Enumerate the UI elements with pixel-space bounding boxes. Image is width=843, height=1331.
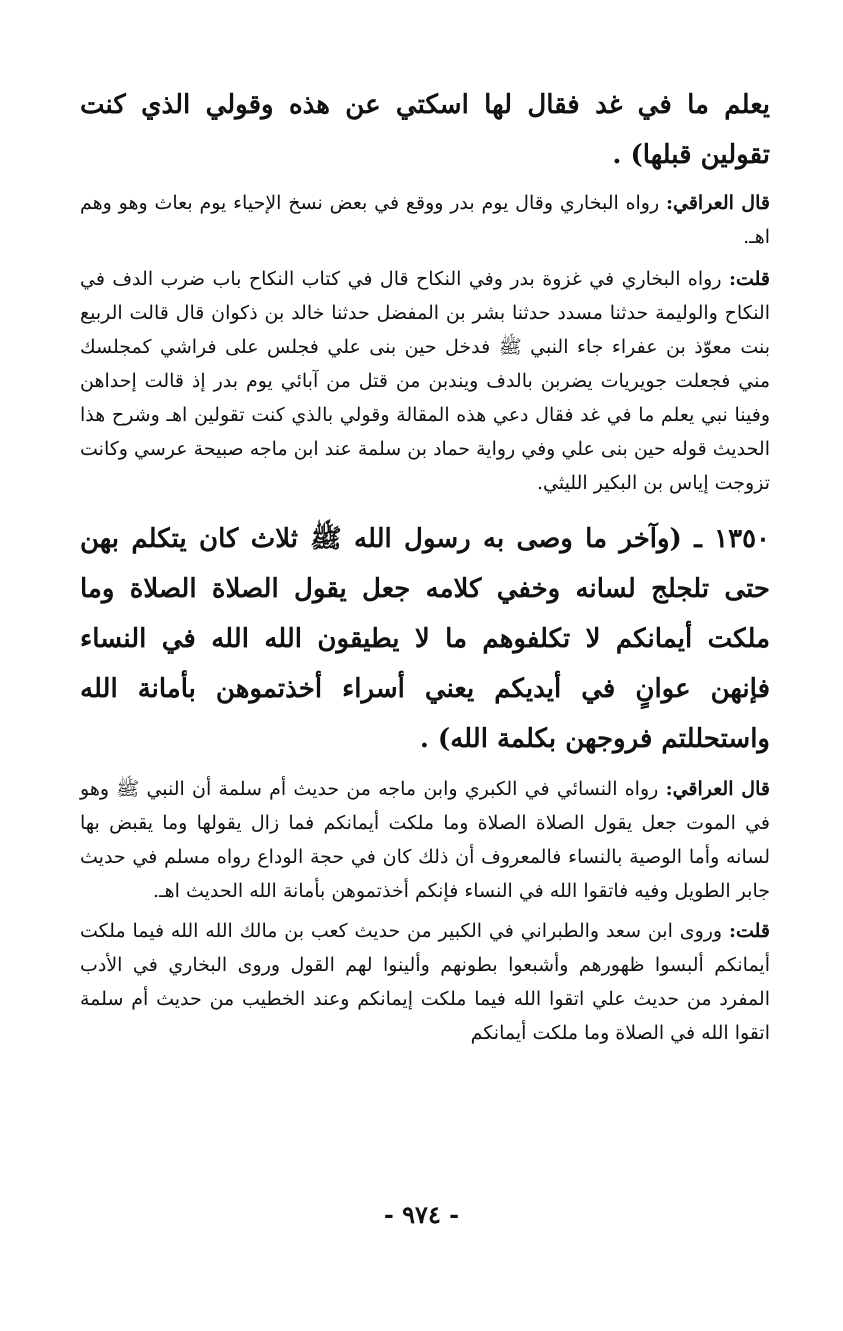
iraqi-note-2-lead: قال العراقي: [665, 778, 770, 800]
hadith-1350 [80, 514, 770, 764]
iraqi-note-2-text: رواه النسائي في الكبري وابن ماجه من حديث أم سلمة أن النبي ﷺ وهو في الموت جعل يقول الصلاة الصلاة وما ملكت أيمانكم فما زال يقولها وما يقبض بها لسانه وأما الوصية بالنساء فالمعروف أن ذلك كان في حجة الوداع رواه مسلم في حديث جابر الطويل وفيه فاتقوا الله في النساء فإنكم أخذتموهن بأمانة الله الحديث اهـ. [80, 778, 770, 902]
intro-paragraph: يعلم ما في غد فقال لها اسكتي عن هذه وقولي الذي كنت تقولين قبلها) . [80, 90, 770, 170]
iraqi-note-2 [80, 772, 770, 908]
commentary-2 [80, 914, 770, 1050]
commentary-1-text: رواه البخاري في غزوة بدر وفي النكاح قال في كتاب النكاح باب ضرب الدف في النكاح والوليمة حدثنا مسدد حدثنا بشر بن المفضل حدثنا خالد بن ذكوان قال قالت الربيع بنت معوّذ بن عفراء جاء النبي ﷺ فدخل حين بنى علي فجلس على فراشي كمجلسك مني فجعلت جويريات يضربن بالدف ويندبن من قتل من آبائي يوم بدر إذ قالت إحداهن وفينا نبي يعلم ما في غد فقال دعي هذه المقالة وقولي بالذي كنت تقولين اهـ وشرح هذا الحديث قوله حين بنى علي وفي رواية حماد بن سلمة عند ابن ماجه صبيحة عرسي وكانت تزوجت إياس بن البكير الليثي. [80, 268, 770, 494]
page-number: - ٩٧٤ - [383, 1200, 460, 1229]
iraqi-note-1 [80, 186, 770, 254]
commentary-1-lead: قلت: [728, 268, 770, 290]
iraqi-note-1-text: رواه البخاري وقال يوم بدر ووقع في بعض نسخ الإحياء يوم بعاث وهو وهم اهـ. [80, 192, 770, 248]
hadith-number: ١٣٥٠ ـ [694, 524, 770, 554]
iraqi-note-1-lead: قال العراقي: [665, 192, 770, 214]
commentary-2-lead: قلت: [728, 920, 770, 942]
hadith-text: (وآخر ما وصى به رسول الله ﷺ ثلاث كان يتكلم بهن حتى تلجلج لسانه وخفي كلامه جعل يقول الصلاة الصلاة وما ملكت أيمانكم لا تكلفوهم ما لا يطيقون الله الله في النساء فإنهن عوانٍ في أيديكم يعني أسراء أخذتموهن بأمانة الله واستحللتم فروجهن بكلمة الله) . [80, 524, 770, 754]
commentary-1 [80, 262, 770, 500]
page-body [80, 80, 770, 1050]
commentary-2-text: وروى ابن سعد والطبراني في الكبير من حديث كعب بن مالك الله الله فيما ملكت أيمانكم ألبسوا ظهورهم وأشبعوا بطونهم وألينوا لهم القول وروى البخاري في الأدب المفرد من حديث علي اتقوا الله فيما ملكت إيمانكم وعند الخطيب من حديث أم سلمة اتقوا الله في الصلاة وما ملكت أيمانكم [80, 920, 770, 1044]
